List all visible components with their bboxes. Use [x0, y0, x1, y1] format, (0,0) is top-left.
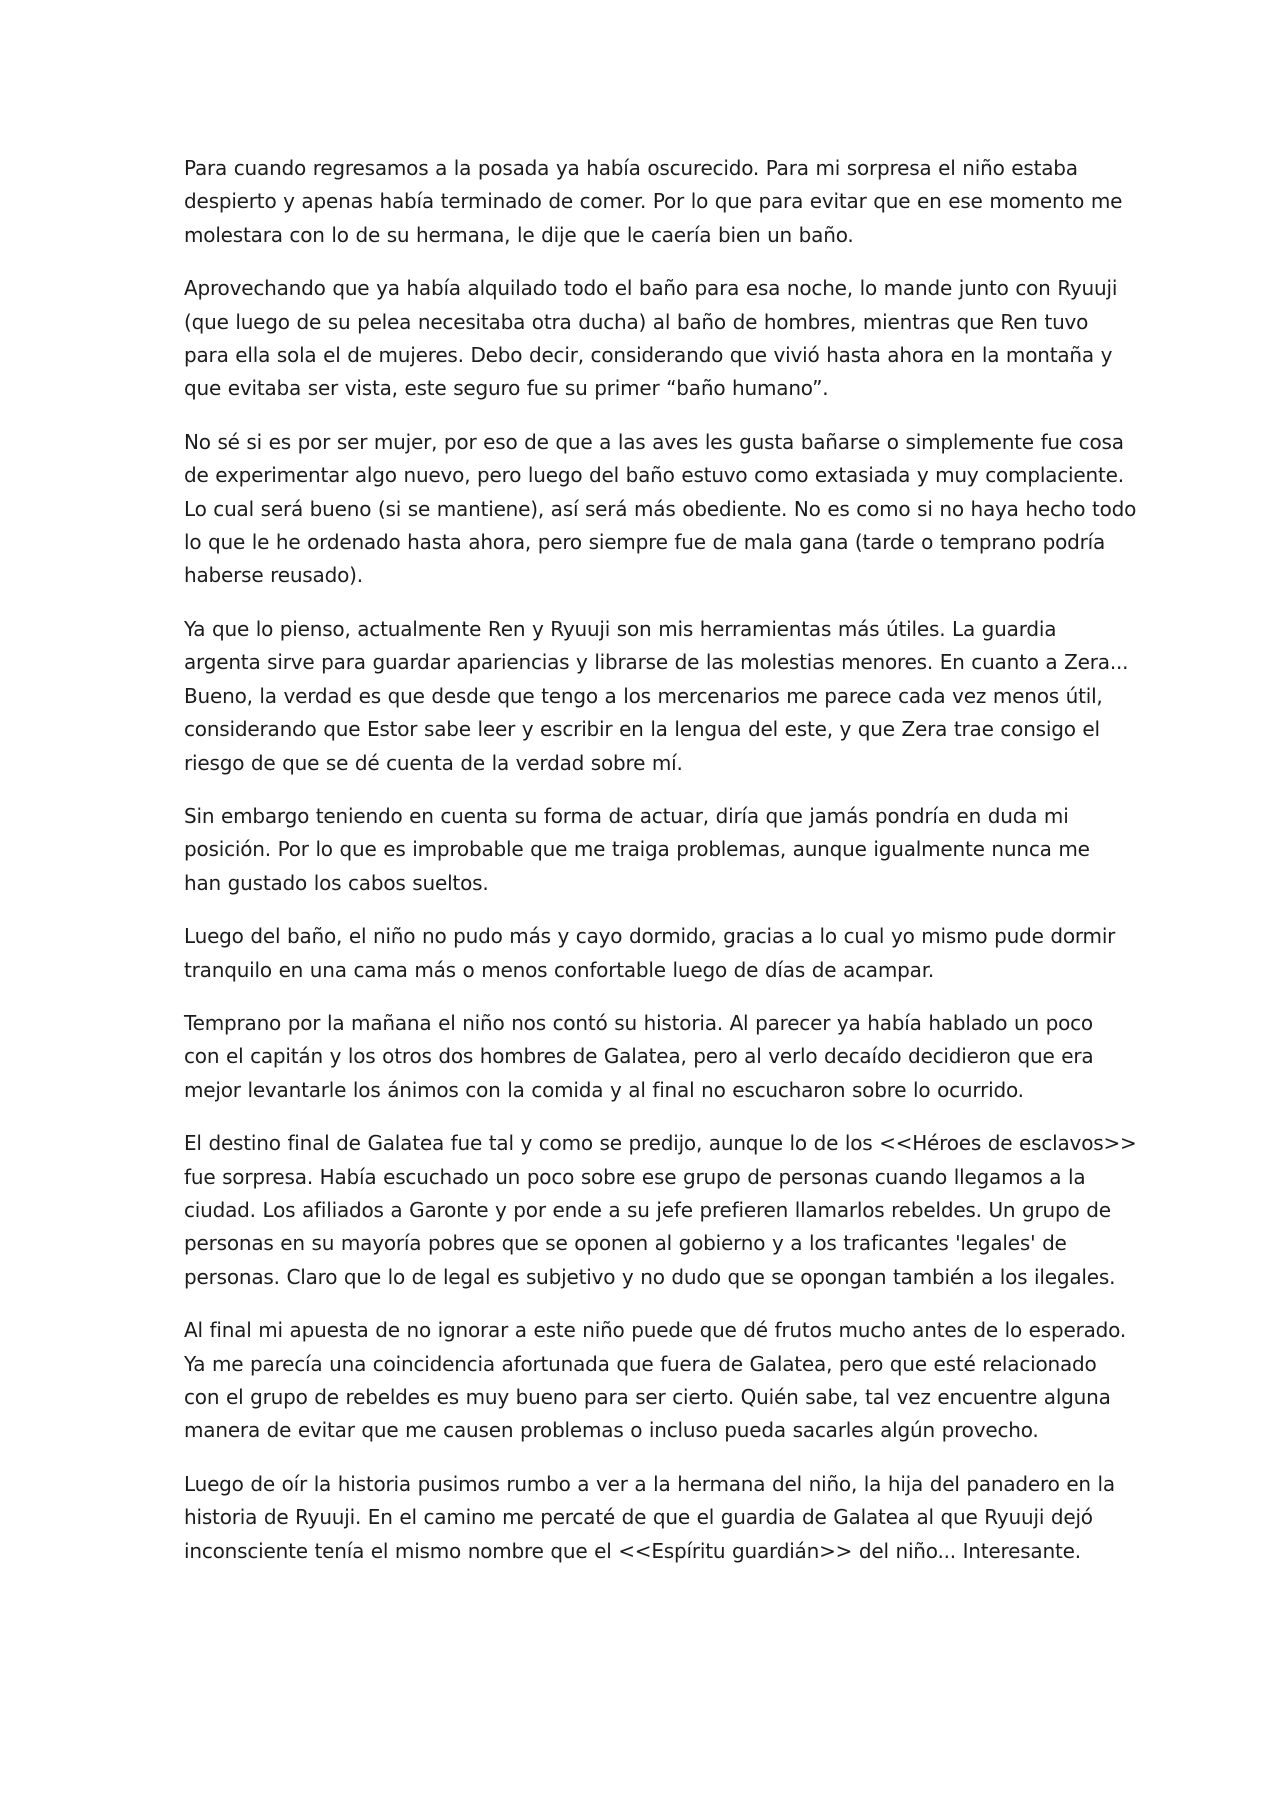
text-line: considerando que Estor sabe leer y escribir en la lengua del este, y que Zera trae consigo el	[184, 717, 1100, 742]
text-line: han gustado los cabos sueltos.	[184, 870, 489, 895]
paragraph	[184, 272, 1118, 406]
text-line: (que luego de su pelea necesitaba otra ducha) al baño de hombres, mientras que Ren tuvo	[184, 309, 1089, 334]
text-line: manera de evitar que me causen problemas o incluso pueda sacarles algún provecho.	[184, 1418, 1039, 1443]
text-line: Luego de oír la historia pusimos rumbo a ver a la hermana del niño, la hija del panadero en la	[184, 1471, 1115, 1496]
text-line: tranquilo en una cama más o menos confortable luego de días de acampar.	[184, 957, 935, 982]
text-line: haberse reusado).	[184, 563, 363, 588]
paragraph	[184, 1127, 1137, 1294]
text-line: historia de Ryuuji. En el camino me percaté de que el guardia de Galatea al que Ryuuji dejó	[184, 1505, 1093, 1530]
text-line: mejor levantarle los ánimos con la comida y al final no escucharon sobre lo ocurrido.	[184, 1077, 1024, 1102]
text-line: El destino final de Galatea fue tal y como se predijo, aunque lo de los <<Héroes de esclavos>>	[184, 1131, 1137, 1156]
text-line: con el capitán y los otros dos hombres de Galatea, pero al verlo decaído decidieron que era	[184, 1044, 1094, 1069]
text-line: Bueno, la verdad es que desde que tengo a los mercenarios me parece cada vez menos útil,	[184, 683, 1103, 708]
text-line: fue sorpresa. Había escuchado un poco sobre ese grupo de personas cuando llegamos a la	[184, 1164, 1086, 1189]
text-line: Temprano por la mañana el niño nos contó su historia. Al parecer ya había hablado un poco	[184, 1010, 1093, 1035]
text-line: con el grupo de rebeldes es muy bueno para ser cierto. Quién sabe, tal vez encuentre alguna	[184, 1385, 1111, 1409]
paragraph	[184, 1314, 1126, 1448]
text-line: Ya me parecía una coincidencia afortunada que fuera de Galatea, pero que esté relacionado	[184, 1351, 1097, 1376]
text-line: Ya que lo pienso, actualmente Ren y Ryuuji son mis herramientas más útiles. La guardia	[184, 616, 1057, 641]
paragraph	[184, 1007, 1104, 1107]
text-line: No sé si es por ser mujer, por eso de que a las aves les gusta bañarse o simplemente fue cosa	[184, 429, 1124, 454]
text-line: Aprovechando que ya había alquilado todo el baño para esa noche, lo mande junto con Ryuuji	[184, 276, 1118, 301]
text-line: despierto y apenas había terminado de comer. Por lo que para evitar que en ese momento me	[184, 189, 1123, 214]
text-line: molestara con lo de su hermana, le dije que le caería bien un baño.	[184, 222, 854, 247]
text-line: riesgo de que se dé cuenta de la verdad sobre mí.	[184, 750, 683, 775]
paragraph	[184, 613, 1129, 780]
text-line: Sin embargo teniendo en cuenta su forma de actuar, diría que jamás pondría en duda mi	[184, 803, 1069, 828]
text-line: Lo cual será bueno (si se mantiene), así será más obediente. No es como si no haya hecho todo	[184, 496, 1137, 521]
text-line: personas en su mayoría pobres que se oponen al gobierno y a los traficantes 'legales' de	[184, 1231, 1067, 1256]
paragraph	[184, 800, 1104, 900]
text-line: personas. Claro que lo de legal es subjetivo y no dudo que se opongan también a los ilegales.	[184, 1264, 1116, 1289]
text-line: ciudad. Los afiliados a Garonte y por ende a su jefe prefieren llamarlos rebeldes. Un grupo de	[184, 1197, 1111, 1222]
text-line: Al final mi apuesta de no ignorar a este niño puede que dé frutos mucho antes de lo esperado.	[184, 1318, 1126, 1343]
paragraph	[184, 1468, 1115, 1568]
text-line: Para cuando regresamos a la posada ya había oscurecido. Para mi sorpresa el niño estaba	[184, 156, 1078, 180]
text-line: que evitaba ser vista, este seguro fue su primer “baño humano”.	[184, 376, 829, 401]
text-line: lo que le he ordenado hasta ahora, pero siempre fue de mala gana (tarde o temprano podría	[184, 530, 1106, 555]
text-line: posición. Por lo que es improbable que me traiga problemas, aunque igualmente nunca me	[184, 837, 1090, 862]
paragraph	[184, 920, 1116, 987]
text-line: de experimentar algo nuevo, pero luego del baño estuvo como extasiada y muy complaciente.	[184, 463, 1124, 488]
paragraph	[184, 152, 1123, 252]
text-line: argenta sirve para guardar apariencias y librarse de las molestias menores. En cuanto a Zera...	[184, 650, 1129, 675]
text-line: para ella sola el de mujeres. Debo decir, considerando que vivió hasta ahora en la montaña y	[184, 343, 1113, 368]
paragraph	[184, 426, 1137, 593]
document-body	[184, 152, 1137, 1588]
text-line: inconsciente tenía el mismo nombre que el <<Espíritu guardián>> del niño... Interesante.	[184, 1538, 1081, 1563]
text-line: Luego del baño, el niño no pudo más y cayo dormido, gracias a lo cual yo mismo pude dormir	[184, 924, 1116, 949]
